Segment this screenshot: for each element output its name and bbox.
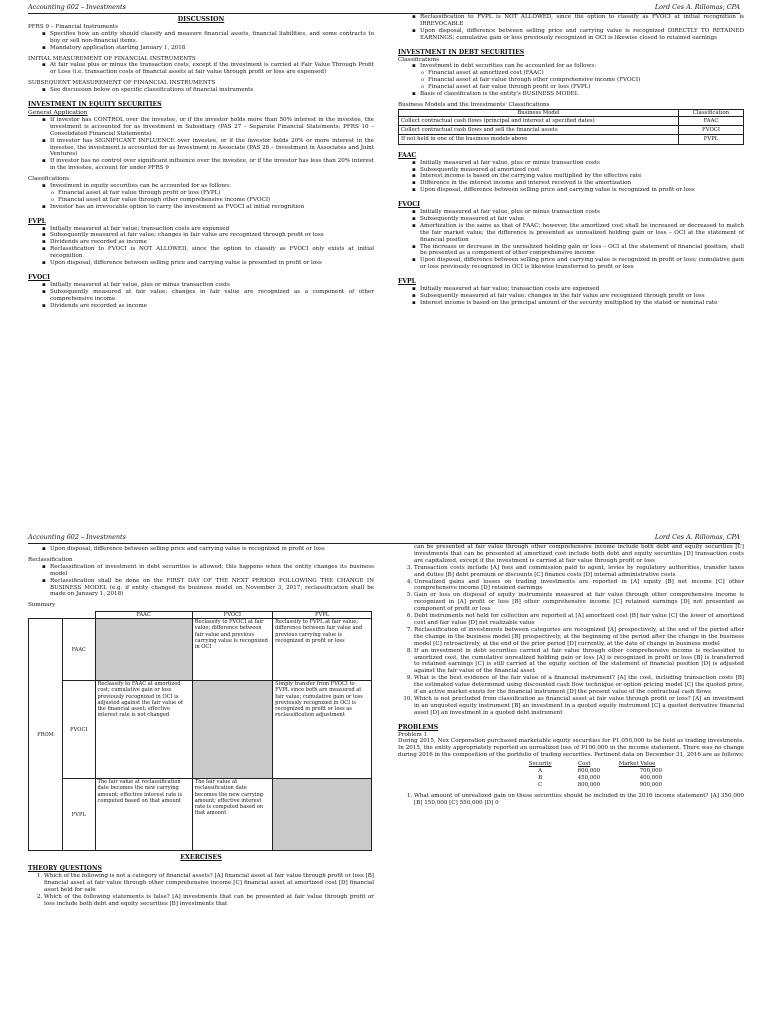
row-label: FAAC: [63, 619, 96, 681]
list-item: ▪ Subsequently measured at fair value; changes in fair value are recognized through profit or loss: [50, 232, 374, 239]
list-item: ▪ Initially measured at fair value; transaction costs are expensed: [50, 226, 374, 233]
list-item: ▪ Amortization is the same as that of FAAC; however, the amortized cost shall be increased or decreased to match the fair market value; the difference is presented as unrealized holding gain or loss – OCI at the statement of financial position: [420, 223, 744, 244]
list-item: ▪ Interest income is based on the carrying value multiplied by the effective rate: [420, 173, 744, 180]
securities-table: [518, 761, 668, 789]
right-column: [398, 544, 744, 807]
problem-1-heading: Problem 1: [398, 731, 428, 738]
question-item: 3. Transaction costs include [A] fees and commission paid to agent, levies by regulatory authorities, transfer taxes and duties [B] debt premium or discounts [C] finance costs [D] internal administrative costs: [414, 565, 744, 579]
list-item: ▪ Reclassification to FVOCI is NOT ALLOWED, since the option to classify as FVOCI only exists at initial recognition: [50, 246, 374, 260]
table-cell: A: [538, 768, 543, 775]
table-cell: Collect contractual cash flows (principal and interest at specified dates): [399, 117, 679, 126]
business-model-table: [398, 109, 744, 145]
table-header: Cost: [578, 761, 591, 768]
header-author: Lord Ces A. Rillomas, CPA: [654, 533, 740, 541]
table-cell: Reclassify to FVPL at fair value; difference between fair value and previous carrying value is recognized in profit or loss: [273, 619, 372, 681]
list-item: ▪ Subsequently measured at fair value; changes in fair value are recognized as a component of other comprehensive income: [50, 289, 374, 303]
debt-fvpl-heading: FVPL: [398, 278, 416, 286]
list-item: ▪ Reclassification to FVPL is NOT ALLOWED, since the option to classify as FVOCI at initial recognition is IRREVOCABLE: [420, 14, 744, 28]
table-cell: Reclassify to FVOCI at fair value; difference between fair value and previous carrying value is recognized in OCI: [192, 619, 272, 681]
left-column: [28, 546, 374, 908]
table-row: [29, 681, 372, 779]
pfrs-list: [28, 31, 374, 52]
pfrs-heading: PFRS 9 – Financial Instruments: [28, 23, 118, 30]
list-item: ▪ Upon disposal, difference between selling price and carrying value is recognized in profit or loss; cumulative gain or loss previously recognized in OCI is likewise transferred to profit or loss: [420, 257, 744, 271]
list-item: ▪ Initially measured at fair value, plus or minus transaction costs: [420, 209, 744, 216]
list-item: ▪ Basis of classification is the entity's BUSINESS MODEL: [420, 91, 744, 98]
table-row: [518, 782, 668, 789]
sub-list-item: o Financial asset at fair value through profit or loss (FVPL): [428, 84, 744, 91]
list-item: ▪ Investor has an irrevocable option to carry the investment as FVOCI at initial recognition: [50, 204, 374, 211]
table-cell: 400,000: [639, 775, 662, 782]
list-item: ▪ Subsequently measured at fair value; changes in the fair value are recognized through profit or loss: [420, 293, 744, 300]
list-item: ▪ See discussion below on specific classifications of financial instruments: [50, 87, 374, 94]
classifications-heading: Classifications: [28, 176, 70, 183]
list-item: ▪ Subsequently measured at fair value: [420, 216, 744, 223]
table-cell: Reclassify to FAAC at amortized cost; cumulative gain or loss previously recognized in OCI is adjusted against the fair value of the financial asset; effective interest rate is not changed: [95, 681, 192, 779]
general-application-heading: General Application: [28, 109, 88, 116]
left-column: [28, 17, 374, 310]
list-item: ▪ Reclassification shall be done on the FIRST DAY OF THE NEXT PERIOD FOLLOWING THE CHANGE IN BUSINESS MODEL (e.g. if entity changed its business model on November 3, 2017, reclassification shall be made on January 1, 2018): [50, 578, 374, 599]
list-item: ▪ The increase or decrease in the unrealized holding gain or loss – OCI at the statement of financial position, shall be presented as a component of other comprehensive income: [420, 244, 744, 258]
table-row: [29, 779, 372, 851]
summary-table: [28, 611, 372, 851]
list-item: ▪ If investor has SIGNIFICANT INFLUENCE over investee, or if the investor holds 20% or more interest in the investee, the investment is accounted for as Investment in Associate (PAS 28 – Investment in Associates and Joint Ventures): [50, 138, 374, 159]
list-item: ▪ Initially measured at fair value, plus or minus transaction costs: [50, 282, 374, 289]
list-item: ▪ Subsequently measured at amortized cost: [420, 167, 744, 174]
table-cell: The fair value at reclassification date becomes the new carrying amount; effective interest rate is computed based on that amount: [192, 779, 272, 851]
debt-securities-heading: INVESTMENT IN DEBT SECURITIES: [398, 48, 525, 56]
table-cell: 900,000: [639, 782, 662, 789]
table-cell: C: [538, 782, 543, 789]
reclassification-heading: Reclassification: [28, 556, 73, 563]
table-cell: B: [538, 775, 543, 782]
table-header: FVPL: [273, 612, 372, 619]
initial-measurement-heading: INITIAL MEASUREMENT OF FINANCIAL INSTRUMENTS: [28, 55, 196, 62]
sub-list-item: o Financial asset at fair value through other comprehensive income (FVOCI): [428, 77, 744, 84]
equity-securities-heading: INVESTMENT IN EQUITY SECURITIES: [28, 101, 162, 109]
table-row: [518, 768, 668, 775]
subsequent-measurement-heading: SUBSEQUENT MEASUREMENT OF FINANCIAL INSTRUMENTS: [28, 80, 216, 87]
list-item: ▪ Initially measured at fair value, plus or minus transaction costs: [420, 160, 744, 167]
table-cell: Collect contractual cash flows and sell the financial assets: [399, 126, 679, 135]
question-item: 5. Gain or loss on disposal of equity instruments measured at fair value through other comprehensive income is recognized in [A] profit or loss [B] other comprehensive income [C] retained earnings [D] not presented as component of profit or loss: [414, 592, 744, 613]
table-row: [399, 117, 744, 126]
summary-heading: Summary: [28, 602, 56, 609]
header-course: Accounting 602 – Investments: [28, 533, 126, 541]
table-header: Business Model: [399, 109, 679, 116]
list-item: ▪ Upon disposal, difference between selling price and carrying value is presented in profit or loss: [50, 260, 374, 267]
right-column: [398, 14, 744, 307]
question-item: 7. Reclassification of investments between categories are recognized [A] prospectively, at the end of the period after the change in the business model [B] prospectively, at the beginning of the period after the change in the business model [C] retroactively, at the end of the prior period [D] currently, at the date of change in business model: [414, 627, 744, 648]
table-cell: 600,000: [577, 768, 601, 775]
table-cell: 450,000: [577, 775, 601, 782]
table-cell: If not held in one of the business models above: [399, 135, 679, 144]
question-item: 9. What is the best evidence of the fair value of a financial instrument? [A] the cost, including transaction costs [B] the estimated value determined using discounted cash flow technique or option pricing model [C] the quoted price, if an active market exists for the financial instrument [D] the present value of the contractual cash flows: [414, 675, 744, 696]
list-item: ▪ Difference in the interest income and interest received is the amortization: [420, 180, 744, 187]
sub-list-item: o Financial asset at fair value through other comprehensive income (FVOCI): [58, 197, 374, 204]
table-cell: FAAC: [679, 117, 744, 126]
list-item: ▪ Upon disposal, difference between selling price and carrying value is recognized in profit or loss: [420, 187, 744, 194]
sub-list-item: o Financial asset at fair value through profit or loss (FVPL): [58, 190, 374, 197]
question-item: 8. If an investment in debt securities carried at fair value through other comprehensive income is reclassified to amortized cost, the cumulative unrealized holding gain or loss [A] is recognized in profit or loss [B] is transferred to retained earnings [C] is still carried at the equity section of the statement of financial position [D] is adjusted against the fair value of the financial asset: [414, 648, 744, 676]
header-author: Lord Ces A. Rillomas, CPA: [654, 3, 740, 11]
fvoci-heading: FVOCI: [28, 274, 50, 281]
problems-heading: PROBLEMS: [398, 723, 439, 731]
table-cell: [192, 681, 272, 779]
list-item: ▪ Mandatory application starting January 1, 2018: [50, 45, 374, 52]
row-label: FVPL: [63, 779, 96, 851]
header-course: Accounting 602 – Investments: [28, 3, 126, 11]
sub-list-item: o Financial asset at amortized cost (FAAC): [428, 70, 744, 77]
table-header: Classification: [679, 109, 744, 116]
page-2: [0, 512, 768, 1024]
question-item: 6. Debt instruments not held for collection are reported at [A] amortized cost [B] fair value [C] the lower of amortized cost and fair value [D] net realizable value: [414, 613, 744, 627]
table-header: FVOCI: [192, 612, 272, 619]
list-item: ▪ Upon disposal, difference between selling price and carrying value is recognized DIRECTLY TO RETAINED EARNINGS; cumulative gain or loss previously recognized in OCI is likewise closed to retained earnings: [420, 28, 744, 42]
list-item: ▪ If investor has no control over significant influence over the investee, or if the investor has less than 20% interest in the investee, account for under PFRS 9: [50, 158, 374, 172]
question-continued: can be presented at fair value through other comprehensive income include both debt and equity securities [C] investments that can be presented at amortized cost include both debt and equity securities [D] transaction costs are capitalized, except if the investment is carried at fair value through profit or loss: [414, 544, 744, 564]
table-cell: FVPL: [679, 135, 744, 144]
question-item: 4. Unrealized gains and losses on trading investments are reported in [A] equity [B] net income [C] other comprehensive income [D] retained earnings: [414, 579, 744, 593]
list-item: ▪ Dividends are recorded as income: [50, 239, 374, 246]
page-header: [28, 2, 740, 14]
list-item: ▪ At fair value plus or minus the transaction costs, except if the investment is carried at Fair Value Through Profit or Loss (i.e. transaction costs of financial assets at fair value through profit or loss are expensed): [50, 62, 374, 76]
discussion-title: DISCUSSION: [177, 16, 225, 23]
table-cell: [273, 779, 372, 851]
list-item: ▪ Reclassification of investment in debt securities is allowed; this happens when the entity changes its business model: [50, 564, 374, 578]
table-row: [29, 619, 372, 681]
table-cell: 700,000: [639, 768, 662, 775]
question-item: 10. Which is not precluded from classification as financial asset at fair value through profit or loss? [A] an investment in an unquoted equity instrument [B] an investment in a quoted equity instrument [C] a quoted derivative financial asset [D] an investment in a quoted debt instrument: [414, 696, 744, 717]
debt-fvoci-heading: FVOCI: [398, 201, 420, 209]
question-item: 2. Which of the following statements is false? [A] investments that can be presented at fair value through profit or loss include both debt and equity securities [B] investments that: [44, 894, 374, 908]
list-item: ▪ Initially measured at fair value; transaction costs are expensed: [420, 286, 744, 293]
list-item: ▪ Specifies how an entity should classify and measure financial assets, financial liabilities, and some contracts to buy or sell non-financial items.: [50, 31, 374, 45]
table-cell: Simply transfer from FVOCI to FVPL since both are measured at fair value; cumulative gain or loss previously recognized in OCI is recognized in profit or loss as reclassification adjustment: [273, 681, 372, 779]
table-header: FAAC: [95, 612, 192, 619]
business-models-heading: Business Models and the Investments' Classifications: [398, 101, 550, 108]
row-label: FVOCI: [63, 681, 96, 779]
debt-classifications-heading: Classifications: [398, 56, 440, 63]
theory-questions-heading: THEORY QUESTIONS: [28, 865, 102, 873]
table-cell: FVOCI: [679, 126, 744, 135]
table-header: Security: [528, 761, 552, 768]
list-item: ▪ Investment in debt securities can be accounted for as follows:: [420, 63, 744, 70]
list-item: ▪ Upon disposal, difference between selling price and carrying value is recognized in profit or loss: [50, 546, 374, 553]
table-cell: The fair value at reclassification date becomes the new carrying amount; effective interest rate is computed based on that amount: [95, 779, 192, 851]
table-cell: [95, 619, 192, 681]
problem-1-text: During 2015, Nex Corporation purchased marketable equity securities for P1,050,000 to be held as trading investments. In 2015, the entity appropriately reported an unrealized loss of P100,000 in the income statement. There was no change during 2016 in the composition of the portfolio of trading securities. Pertinent data on December 31, 2016 are as follows:: [398, 738, 744, 759]
list-item: ▪ Dividends are recorded as income: [50, 303, 374, 310]
table-cell: 800,000: [577, 782, 601, 789]
page-header: [28, 532, 740, 544]
table-row: [399, 135, 744, 144]
faac-heading: FAAC: [398, 151, 417, 159]
question-item: 1. What amount of unrealized gain on these securities should be included in the 2016 income statement? [A] 350,000 [B] 150,000 [C] 550,000 [D] 0: [414, 793, 744, 807]
list-item: ▪ Investment in equity securities can be accounted for as follows:: [50, 183, 374, 190]
list-item: ▪ Interest income is based on the principal amount of the security multiplied by the stated or nominal rate: [420, 300, 744, 307]
table-row: [518, 775, 668, 782]
question-item: 1. Which of the following is not a category of financial assets? [A] financial asset at fair value through profit or loss [B] financial asset at fair value through other comprehensive income [C] financial asset at amortized cost [D] financial asset held for sale: [44, 873, 374, 894]
fvpl-heading: FVPL: [28, 217, 46, 225]
list-item: ▪ If investor has CONTROL over the investee, or if the investor holds more than 50% interest in the investee, the investment is accounted for as Investment in Subsidiary (PAS 27 – Separate Financial Statements; PFRS 10 – Consolidated Financial Statements): [50, 117, 374, 138]
exercises-heading: EXERCISES: [180, 854, 222, 862]
table-row: [399, 126, 744, 135]
table-header: Market Value: [618, 761, 656, 768]
from-label: FROM: [29, 619, 63, 851]
